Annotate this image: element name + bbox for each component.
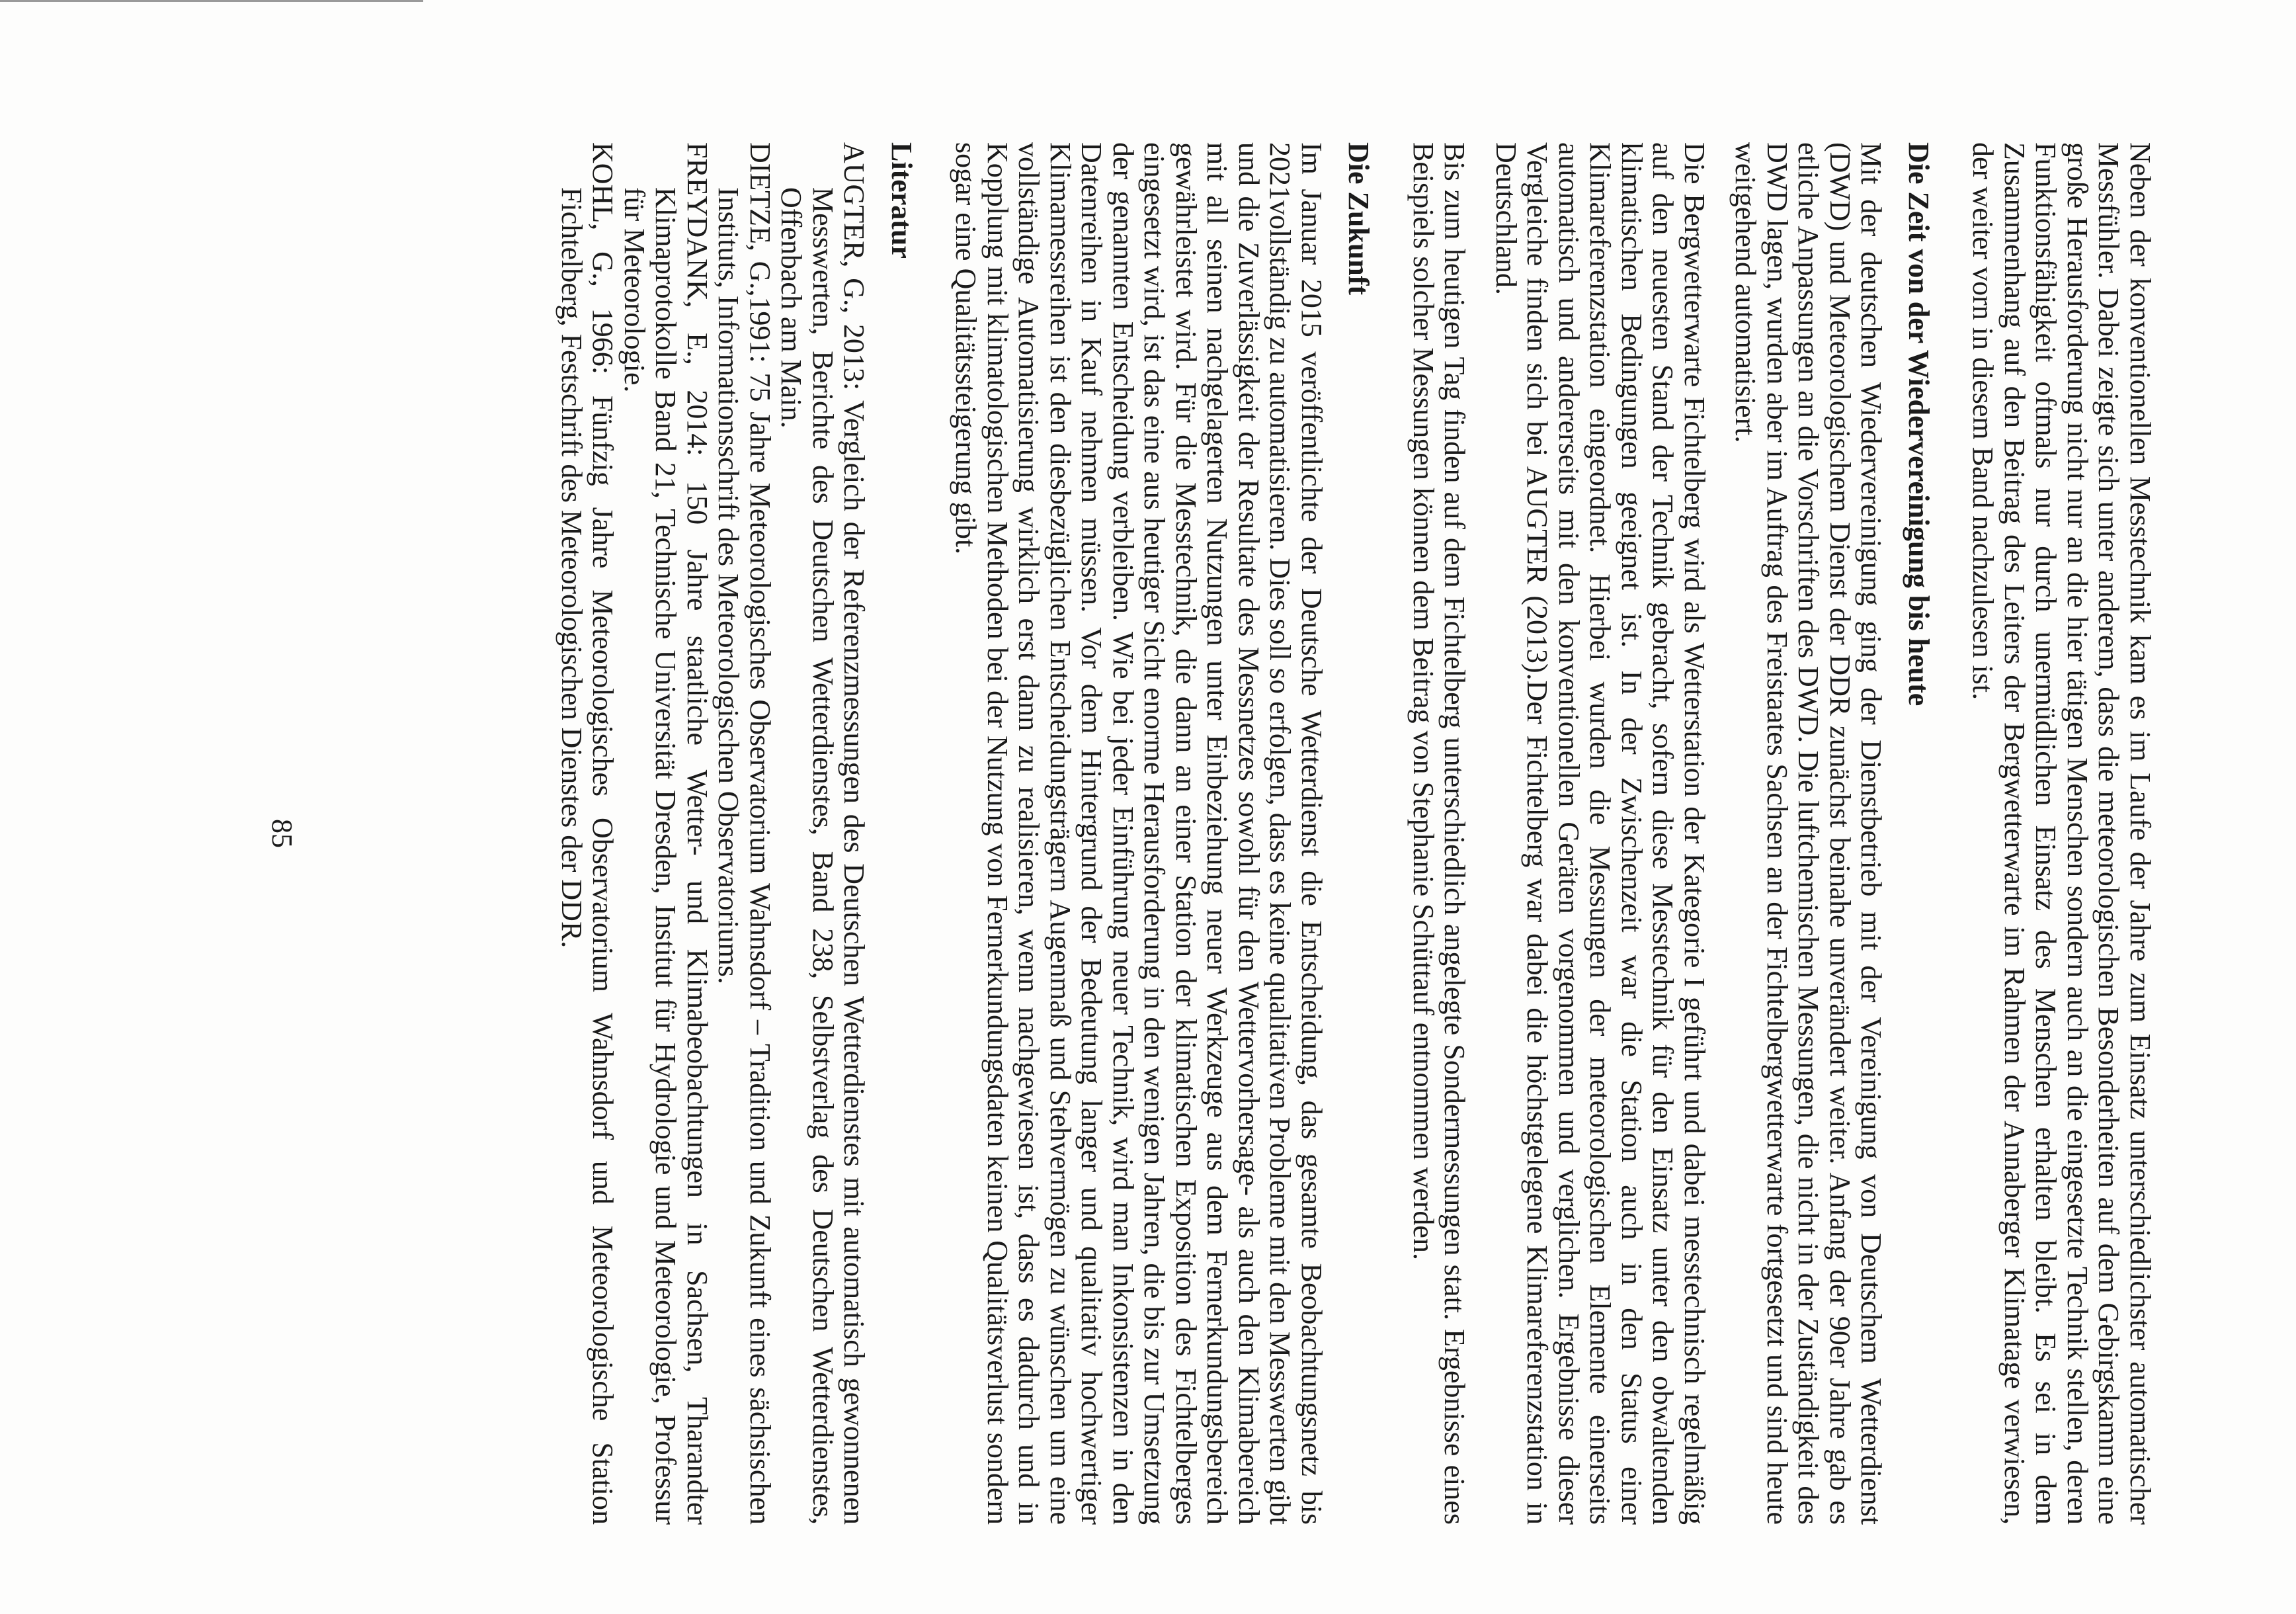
scan-edge-line xyxy=(0,0,423,2)
future-paragraph-1: Im Januar 2015 veröffentlichte der Deutsche Wetterdienst die Entscheidung, das gesamte Beobachtungsnetz bis 2021vollständig zu automatisieren. Dies soll so erfolgen, dass es keine qualitativen Probleme mit den Messwerten gibt und die Zuverlässigkeit der Resultate des Messnetzes sowohl für den Wettervorhersage- als auch den Klimabereich mit all seinen nachgelagerten Nutzungen unter Einbeziehung neuer Werkzeuge aus dem Fernerkundungsbereich gewährleistet wird. Für die Messtechnik, die dann an einer Station der klimatischen Exposition des Fichtelberges eingesetzt wird, ist das eine aus heutiger Sicht enorme Herausforderung in den wenigen Jahren, die bis zur Umsetzung der genannten Entscheidung verbleiben. Wie bei jeder Einführung neuer Technik, wird man Inkonsistenzen in den Datenreihen in Kauf nehmen müssen. Vor dem Hintergrund der Bedeutung langer und qualitativ hochwertiger Klimamessreihen ist den diesbezüglichen Entscheidungsträgern Augenmaß und Stehvermögen zu wünschen um eine vollständige Automatisierung wirklich erst dann zu realisieren, wenn nachgewiesen ist, dass es dadurch und in Kopplung mit klimatologischen Methoden bei der Nutzung von Fernerkundungsdaten keinen Qualitätsverlust sondern sogar eine Qualitätssteigerung gibt. xyxy=(950,142,1328,1525)
section-heading-future: Die Zukunft xyxy=(1342,142,1375,296)
section-heading-reunification: Die Zeit von der Wiedervereinigung bis heute xyxy=(1903,142,1935,706)
reference-dietze: DIETZE, G.,1991: 75 Jahre Meteorologisches Observatorium Wahnsdorf – Tradition und Zukunft eines sächsischen Instituts, Informationsschrift des Meteorologischen Observatoriums. xyxy=(712,142,776,1525)
reunification-paragraph-2: Die Bergwetterwarte Fichtelberg wird als Wetterstation der Kategorie I geführt und dabei messtechnisch regelmäßig auf den neuesten Stand der Technik gebracht, sofern diese Messtechnik für den Einsatz unter den obwaltenden klimatischen Bedingungen geeignet ist. In der Zwischenzeit war die Station auch in den Status einer Klimareferenzstation eingeordnet. Hierbei wurden die Messungen der meteorologischen Elemente einerseits automatisch und andererseits mit den konventionellen Geräten vorgenommen und verglichen. Ergebnisse dieser Vergleiche finden sich bei AUGTER (2013).Der Fichtelberg war dabei die höchstgelegene Klimareferenzstation in Deutschland. xyxy=(1490,142,1711,1525)
reference-augter: AUGTER, G., 2013: Vergleich der Referenzmessungen des Deutschen Wetterdienstes mit automatisch gewonnenen Messwerten, Berichte des Deutschen Wetterdienstes, Band 238, Selbstverlag des Deutschen Wetterdienstes, Offenbach am Main. xyxy=(775,142,871,1525)
reference-kohl: KOHL, G., 1966: Fünfzig Jahre Meteorologisches Observatorium Wahnsdorf und Meteorologische Station Fichtelberg, Festschrift des Meteorologischen Dienstes der DDR. xyxy=(555,142,620,1525)
page-content xyxy=(245,142,2156,1525)
reference-freydank: FREYDANK, E., 2014: 150 Jahre staatliche Wetter- und Klimabeobachtungen in Sachsen, Tharandter Klimaprotokolle Band 21, Technische Universität Dresden, Institut für Hydrologie und Meteorologie, Professur für Meteorologie. xyxy=(618,142,714,1525)
intro-paragraph: Neben der konventionellen Messtechnik kam es im Laufe der Jahre zum Einsatz unterschiedlichster automatischer Messfühler. Dabei zeigte sich unter anderem, dass die meteorologischen Besonderheiten auf dem Gebirgskamm eine große Herausforderung nicht nur an die hier tätigen Menschen sondern auch an die eingesetzte Technik stellen, deren Funktionsfähigkeit oftmals nur durch unermüdlichen Einsatz des Menschen erhalten bleibt. Es sei in dem Zusammenhang auf den Beitrag des Leiters der Bergwetterwarte im Rahmen der Annaberger Klimatage verwiesen, der weiter vorn in diesem Band nachzulesen ist. xyxy=(1967,142,2156,1525)
reunification-paragraph-1: Mit der deutschen Wiedervereinigung ging der Dienstbetrieb mit der Vereinigung von Deutschem Wetterdienst (DWD) und Meteorologischem Dienst der DDR zunächst beinahe unverändert weiter. Anfang der 90er Jahre gab es etliche Anpassungen an die Vorschriften des DWD. Die luftchemischen Messungen, die nicht in der Zuständigkeit des DWD lagen, wurden aber im Auftrag des Freistaates Sachsen an der Fichtelbergwetterwarte fortgesetzt und sind heute weitgehend automatisiert. xyxy=(1729,142,1888,1525)
reunification-paragraph-3: Bis zum heutigen Tag finden auf dem Fichtelberg unterschiedlich angelegte Sondermessungen statt. Ergebnisse eines Beispiels solcher Messungen können dem Beitrag von Stephanie Schüttauf entnommen werden. xyxy=(1407,142,1471,1525)
page-number: 85 xyxy=(266,819,298,848)
section-heading-literature: Literatur xyxy=(885,142,918,259)
